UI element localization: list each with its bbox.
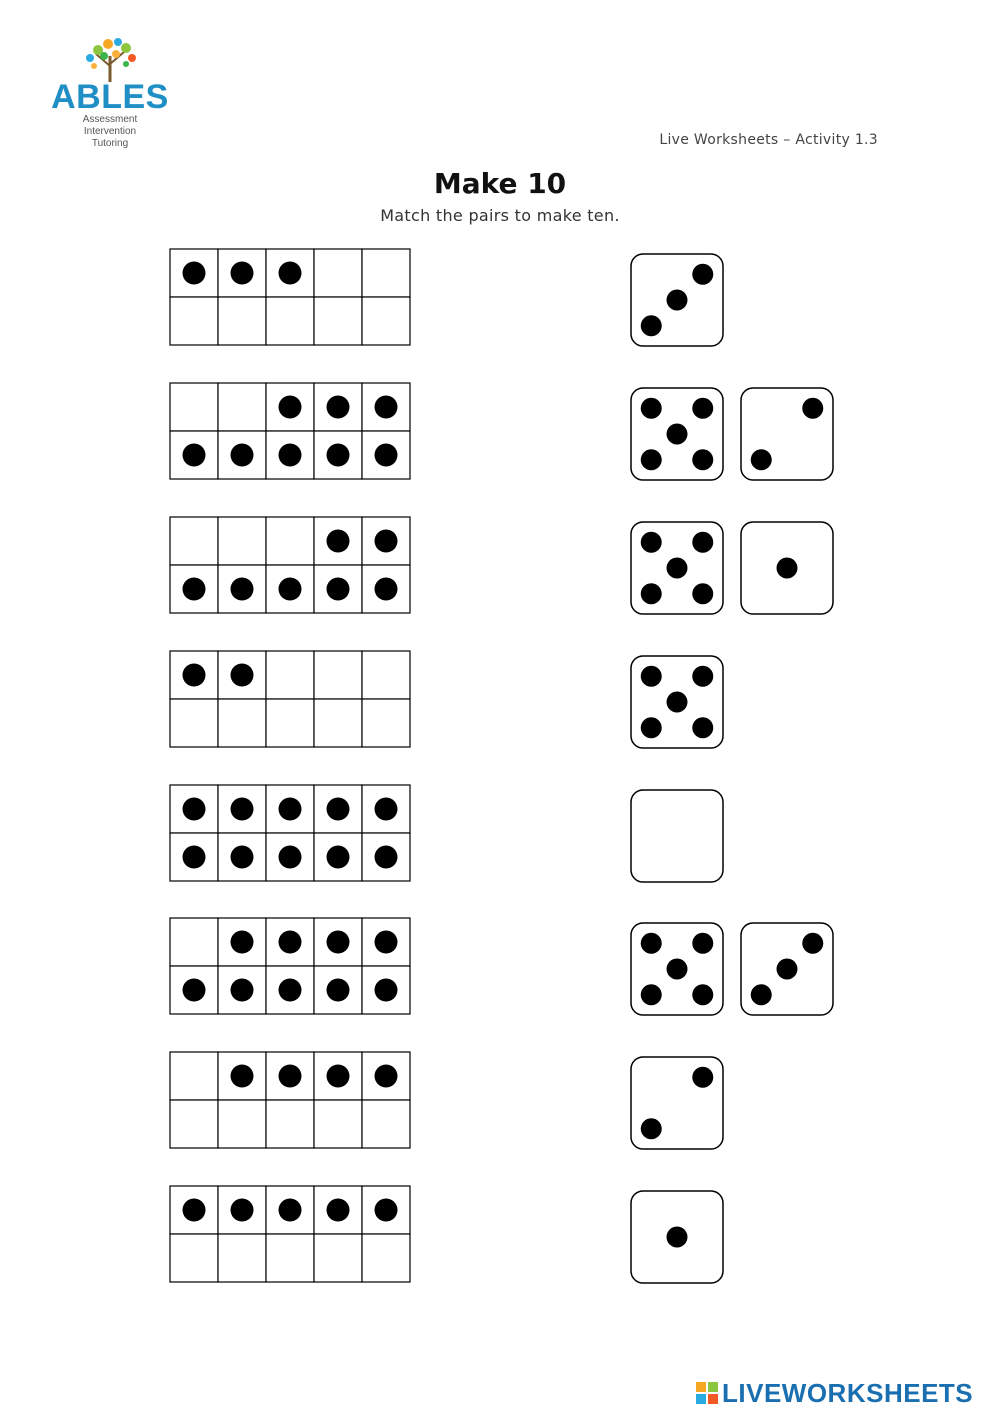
- ten-frame-cell: [170, 1234, 218, 1282]
- counter-dot: [279, 444, 302, 467]
- ten-frame-cell: [170, 297, 218, 345]
- counter-dot: [375, 396, 398, 419]
- ten-frame-cell: [218, 383, 266, 431]
- counter-dot: [183, 664, 206, 687]
- dice-group: [631, 1191, 723, 1283]
- die-pip: [692, 264, 713, 285]
- counter-dot: [183, 578, 206, 601]
- counter-dot: [279, 1065, 302, 1088]
- counter-dot: [327, 530, 350, 553]
- ten-frame-cell: [170, 918, 218, 966]
- counter-dot: [279, 931, 302, 954]
- counter-dot: [327, 979, 350, 1002]
- ten-frame-cell: [362, 297, 410, 345]
- die-pip: [667, 558, 688, 579]
- ten-frame-cell: [170, 1100, 218, 1148]
- ten-frame-cell: [266, 517, 314, 565]
- die-pip: [692, 449, 713, 470]
- ten-frame-cell: [266, 1234, 314, 1282]
- page-title: Make 10: [433, 167, 567, 200]
- counter-dot: [231, 444, 254, 467]
- logo-tagline-3: Tutoring: [91, 138, 129, 149]
- die-pip: [641, 1118, 662, 1139]
- die-pip: [641, 449, 662, 470]
- ten-frame-cell: [218, 1100, 266, 1148]
- die-pip: [751, 449, 772, 470]
- ten-frame-cell: [314, 249, 362, 297]
- counter-dot: [279, 798, 302, 821]
- die-pip: [667, 290, 688, 311]
- counter-dot: [183, 979, 206, 1002]
- counter-dot: [231, 578, 254, 601]
- dice-group: [631, 790, 723, 882]
- counter-dot: [279, 396, 302, 419]
- logo-wordmark: ABLES: [51, 78, 169, 116]
- counter-dot: [231, 262, 254, 285]
- counter-dot: [375, 1199, 398, 1222]
- counter-dot: [231, 979, 254, 1002]
- ten-frame-cell: [362, 1234, 410, 1282]
- counter-dot: [231, 846, 254, 869]
- counter-dot: [375, 444, 398, 467]
- ten-frame-cell: [266, 699, 314, 747]
- counter-dot: [279, 1199, 302, 1222]
- die-pip: [641, 666, 662, 687]
- ten-frame-cell: [170, 383, 218, 431]
- die-pip: [641, 933, 662, 954]
- counter-dot: [231, 664, 254, 687]
- dice-group: [631, 923, 833, 1015]
- die-pip: [692, 984, 713, 1005]
- dice-group: [631, 388, 833, 480]
- ten-frame: [170, 918, 410, 1014]
- logo-tagline-2: Intervention: [83, 126, 137, 137]
- ten-frame-cell: [362, 699, 410, 747]
- ten-frame-cell: [314, 1100, 362, 1148]
- ten-frame-cell: [266, 297, 314, 345]
- die-pip: [692, 1067, 713, 1088]
- counter-dot: [327, 931, 350, 954]
- die-pip: [692, 717, 713, 738]
- counter-dot: [183, 1199, 206, 1222]
- counter-dot: [231, 1065, 254, 1088]
- footer-brand-text: LIVEWORKSHEETS: [722, 1377, 974, 1408]
- ten-frame-cell: [170, 699, 218, 747]
- counter-dot: [327, 1065, 350, 1088]
- die-pip: [777, 558, 798, 579]
- ten-frame: [170, 785, 410, 881]
- die-pip: [641, 717, 662, 738]
- dice-group: [631, 522, 833, 614]
- ten-frame-cell: [170, 517, 218, 565]
- die-pip: [751, 984, 772, 1005]
- counter-dot: [183, 846, 206, 869]
- counter-dot: [375, 931, 398, 954]
- ten-frame: [170, 651, 410, 747]
- ten-frame: [170, 383, 410, 479]
- counter-dot: [231, 798, 254, 821]
- dice-group: [631, 656, 723, 748]
- counter-dot: [375, 530, 398, 553]
- counter-dot: [375, 578, 398, 601]
- die-pip: [667, 692, 688, 713]
- ten-frame: [170, 1052, 410, 1148]
- ten-frame: [170, 249, 410, 345]
- counter-dot: [327, 1199, 350, 1222]
- counter-dot: [327, 444, 350, 467]
- counter-dot: [279, 846, 302, 869]
- ten-frame-cell: [218, 699, 266, 747]
- die-pip: [802, 933, 823, 954]
- counter-dot: [183, 262, 206, 285]
- die-pip: [641, 532, 662, 553]
- counter-dot: [327, 846, 350, 869]
- ten-frame-cell: [218, 297, 266, 345]
- ten-frame-cell: [170, 1052, 218, 1100]
- counter-dot: [375, 979, 398, 1002]
- die-pip: [667, 1227, 688, 1248]
- die-pip: [667, 959, 688, 980]
- die-pip: [641, 398, 662, 419]
- counter-dot: [279, 262, 302, 285]
- ten-frame-cell: [218, 517, 266, 565]
- die-pip: [802, 398, 823, 419]
- die-pip: [667, 424, 688, 445]
- counter-dot: [231, 931, 254, 954]
- ten-frame-cell: [266, 1100, 314, 1148]
- die-pip: [641, 315, 662, 336]
- die-pip: [692, 933, 713, 954]
- die-pip: [692, 532, 713, 553]
- counter-dot: [183, 798, 206, 821]
- die-pip: [692, 666, 713, 687]
- die-face: [631, 790, 723, 882]
- liveworksheets-logo-icon: [696, 1382, 718, 1404]
- dice-group: [631, 1057, 723, 1149]
- counter-dot: [327, 578, 350, 601]
- counter-dot: [279, 578, 302, 601]
- counter-dot: [375, 798, 398, 821]
- ten-frame-cell: [314, 1234, 362, 1282]
- counter-dot: [375, 1065, 398, 1088]
- die-pip: [692, 398, 713, 419]
- liveworksheets-brand: [696, 1377, 973, 1409]
- ten-frame-cell: [266, 651, 314, 699]
- logo-tagline-1: Assessment: [82, 114, 138, 125]
- ten-frame-cell: [314, 699, 362, 747]
- ten-frame-cell: [314, 297, 362, 345]
- counter-dot: [183, 444, 206, 467]
- counter-dot: [231, 1199, 254, 1222]
- ten-frame: [170, 1186, 410, 1282]
- activity-label: Live Worksheets – Activity 1.3: [659, 132, 878, 148]
- instructions: Match the pairs to make ten.: [380, 206, 620, 225]
- dice-group: [631, 254, 723, 346]
- ten-frame-cell: [218, 1234, 266, 1282]
- die-pip: [641, 984, 662, 1005]
- counter-dot: [279, 979, 302, 1002]
- counter-dot: [327, 798, 350, 821]
- counter-dot: [327, 396, 350, 419]
- ten-frame-cell: [362, 249, 410, 297]
- die-pip: [777, 959, 798, 980]
- die-pip: [641, 583, 662, 604]
- ten-frame-cell: [362, 651, 410, 699]
- ten-frame-cell: [362, 1100, 410, 1148]
- ten-frame: [170, 517, 410, 613]
- ten-frame-cell: [314, 651, 362, 699]
- counter-dot: [375, 846, 398, 869]
- die-pip: [692, 583, 713, 604]
